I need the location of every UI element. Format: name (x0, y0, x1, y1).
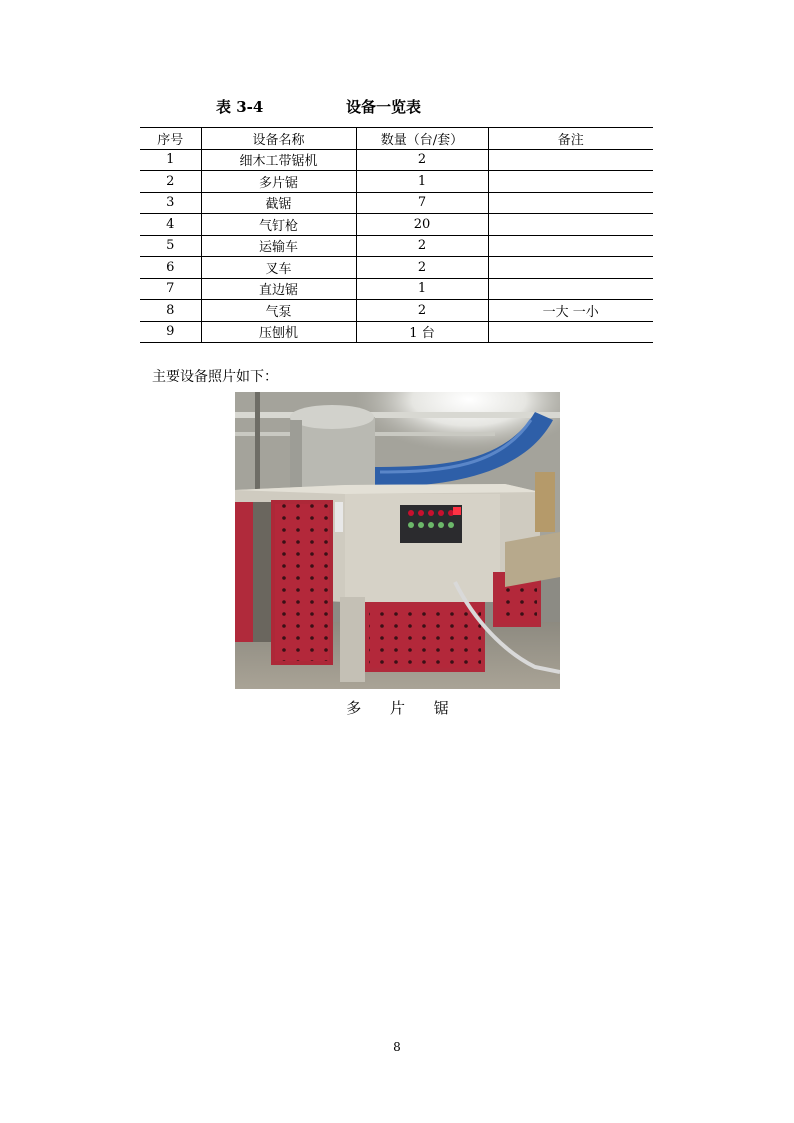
cell-index: 8 (140, 300, 201, 322)
cell-equipment-name: 运输车 (201, 235, 356, 257)
cell-equipment-name: 气泵 (201, 300, 356, 322)
cell-quantity: 2 (356, 149, 488, 171)
header-quantity: 数量（台/套） (356, 128, 488, 150)
cell-equipment-name: 气钉枪 (201, 214, 356, 236)
cell-index: 3 (140, 192, 201, 214)
cell-quantity: 2 (356, 235, 488, 257)
cell-remarks (488, 149, 653, 171)
cell-index: 7 (140, 278, 201, 300)
table-row (140, 235, 653, 257)
cell-equipment-name: 截锯 (201, 192, 356, 214)
equipment-photo (235, 392, 560, 689)
table-row (140, 257, 653, 279)
cell-quantity: 1 (356, 278, 488, 300)
cell-equipment-name: 压刨机 (201, 321, 356, 343)
table-row (140, 321, 653, 343)
header-equipment-name: 设备名称 (201, 128, 356, 150)
cell-equipment-name: 细木工带锯机 (201, 149, 356, 171)
cell-quantity: 1 (356, 171, 488, 193)
cell-remarks (488, 257, 653, 279)
cell-index: 4 (140, 214, 201, 236)
cell-remarks (488, 278, 653, 300)
cell-index: 1 (140, 149, 201, 171)
photo-caption: 多 片 锯 (346, 699, 461, 717)
cell-quantity: 20 (356, 214, 488, 236)
cell-equipment-name: 直边锯 (201, 278, 356, 300)
table-row (140, 300, 653, 322)
table-row (140, 149, 653, 171)
cell-quantity: 1 台 (356, 321, 488, 343)
cell-equipment-name: 多片锯 (201, 171, 356, 193)
cell-index: 6 (140, 257, 201, 279)
cell-quantity: 2 (356, 300, 488, 322)
cell-remarks (488, 192, 653, 214)
multi-blade-saw-illustration (235, 392, 560, 689)
cell-quantity: 2 (356, 257, 488, 279)
table-header-row (140, 128, 653, 150)
cell-quantity: 7 (356, 192, 488, 214)
table-row (140, 192, 653, 214)
header-remarks: 备注 (488, 128, 653, 150)
table-title: 设备一览表 (346, 98, 422, 116)
header-index: 序号 (140, 128, 201, 150)
photo-intro-text: 主要设备照片如下： (152, 369, 278, 385)
table-caption (140, 96, 653, 116)
cell-remarks (488, 214, 653, 236)
cell-remarks (488, 235, 653, 257)
cell-equipment-name: 叉车 (201, 257, 356, 279)
table-row (140, 171, 653, 193)
table-row (140, 214, 653, 236)
cell-remarks (488, 321, 653, 343)
cell-index: 5 (140, 235, 201, 257)
table-number: 表 3-4 (216, 98, 264, 116)
cell-index: 2 (140, 171, 201, 193)
equipment-table (140, 127, 653, 343)
page-number: 8 (393, 1040, 401, 1054)
cell-remarks (488, 171, 653, 193)
table-row (140, 278, 653, 300)
cell-remarks: 一大 一小 (488, 300, 653, 322)
cell-index: 9 (140, 321, 201, 343)
